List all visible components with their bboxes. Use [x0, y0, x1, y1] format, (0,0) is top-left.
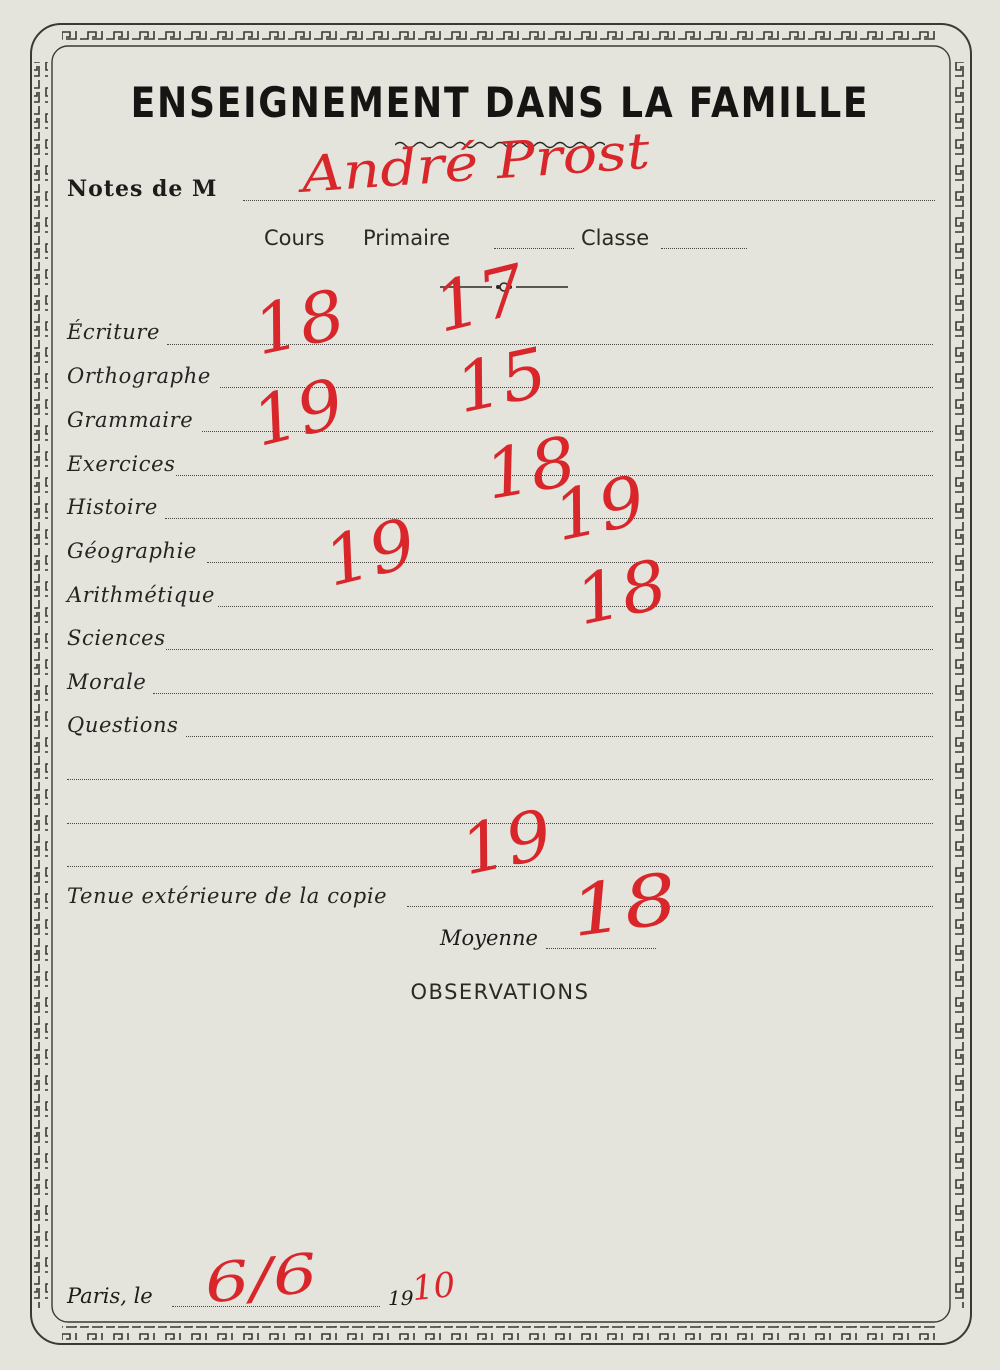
grade-handwritten: 19	[244, 364, 352, 463]
cours-dotted-line	[494, 248, 574, 249]
date-handwritten: 6/6	[201, 1241, 321, 1316]
subject-exercices: Exercices	[67, 452, 176, 476]
dotted-line	[153, 693, 933, 694]
form-title: ENSEIGNEMENT DANS LA FAMILLE	[130, 78, 870, 127]
subject-grammaire: Grammaire	[67, 408, 194, 432]
place-date-label: Paris, le	[67, 1284, 153, 1308]
dotted-line	[186, 736, 933, 737]
year-prefix: 19	[388, 1286, 414, 1310]
classe-label: Classe	[581, 226, 650, 250]
subject-ecriture: Écriture	[67, 320, 161, 344]
subject-arithmetique: Arithmétique	[67, 583, 215, 607]
subject-histoire: Histoire	[67, 495, 158, 519]
grade-handwritten: 18	[246, 275, 353, 372]
grade-handwritten: 17	[426, 250, 534, 349]
grade-handwritten: 19	[453, 795, 560, 892]
classe-dotted-line	[661, 248, 747, 249]
grade-handwritten: 18	[568, 545, 675, 642]
notes-label: Notes de M	[67, 176, 218, 202]
dotted-line	[166, 649, 933, 650]
cours-label: Cours	[264, 226, 325, 250]
grade-handwritten: 19	[546, 461, 653, 558]
year-suffix-handwritten: 10	[410, 1264, 458, 1310]
subject-tenue-copie: Tenue extérieure de la copie	[67, 884, 388, 908]
student-name-handwritten: André Prost	[299, 121, 652, 204]
subject-sciences: Sciences	[67, 626, 166, 650]
moyenne-label: Moyenne	[440, 926, 538, 950]
observations-heading: OBSERVATIONS	[410, 980, 590, 1004]
cours-value: Primaire	[363, 226, 451, 250]
grade-handwritten: 19	[316, 504, 424, 603]
subject-geographie: Géographie	[67, 539, 197, 563]
moyenne-grade-handwritten: 18	[565, 857, 683, 954]
subject-questions: Questions	[67, 713, 179, 737]
grade-handwritten: 18	[478, 422, 583, 516]
dotted-line	[165, 518, 933, 519]
blank-dotted-line	[67, 779, 933, 780]
grade-handwritten: 15	[448, 333, 555, 430]
subject-orthographe: Orthographe	[67, 364, 211, 388]
dotted-line	[218, 606, 933, 607]
subject-morale: Morale	[67, 670, 147, 694]
